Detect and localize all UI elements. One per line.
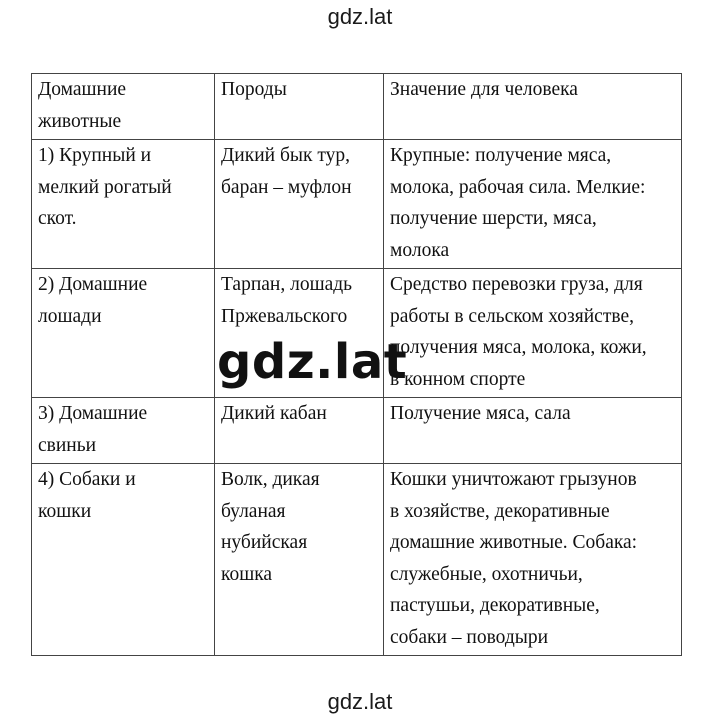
table-cell: Кошки уничтожают грызунов в хозяйстве, декоративные домашние животные. Собака: служебные, охотничьи, пастушьи, декоративные, собаки – поводыри bbox=[384, 464, 682, 656]
table-cell: Волк, дикая буланая нубийская кошка bbox=[215, 464, 384, 656]
table-cell: 1) Крупный и мелкий рогатый скот. bbox=[32, 140, 215, 269]
table-row bbox=[32, 398, 682, 464]
table-cell: Получение мяса, сала bbox=[384, 398, 682, 464]
table-cell: 2) Домашние лошади bbox=[32, 269, 215, 398]
table-cell: Тарпан, лошадь Пржевальского bbox=[215, 269, 384, 398]
table-cell: Дикий бык тур, баран – муфлон bbox=[215, 140, 384, 269]
watermark-bottom: gdz.lat bbox=[327, 689, 393, 714]
table-row bbox=[32, 140, 682, 269]
watermark-center: gdz.lat bbox=[217, 334, 408, 390]
watermark-top: gdz.lat bbox=[327, 4, 393, 29]
header-cell: Домашние животные bbox=[32, 74, 215, 140]
header-cell: Породы bbox=[215, 74, 384, 140]
table-cell: Крупные: получение мяса, молока, рабочая сила. Мелкие: получение шерсти, мяса, молока bbox=[384, 140, 682, 269]
table-cell: 3) Домашние свиньи bbox=[32, 398, 215, 464]
table-cell: 4) Собаки и кошки bbox=[32, 464, 215, 656]
header-cell: Значение для человека bbox=[384, 74, 682, 140]
table-row bbox=[32, 464, 682, 656]
table-cell: Дикий кабан bbox=[215, 398, 384, 464]
table-header-row bbox=[32, 74, 682, 140]
table-cell: Средство перевозки груза, для работы в сельском хозяйстве, получения мяса, молока, кожи, в конном спорте bbox=[384, 269, 682, 398]
